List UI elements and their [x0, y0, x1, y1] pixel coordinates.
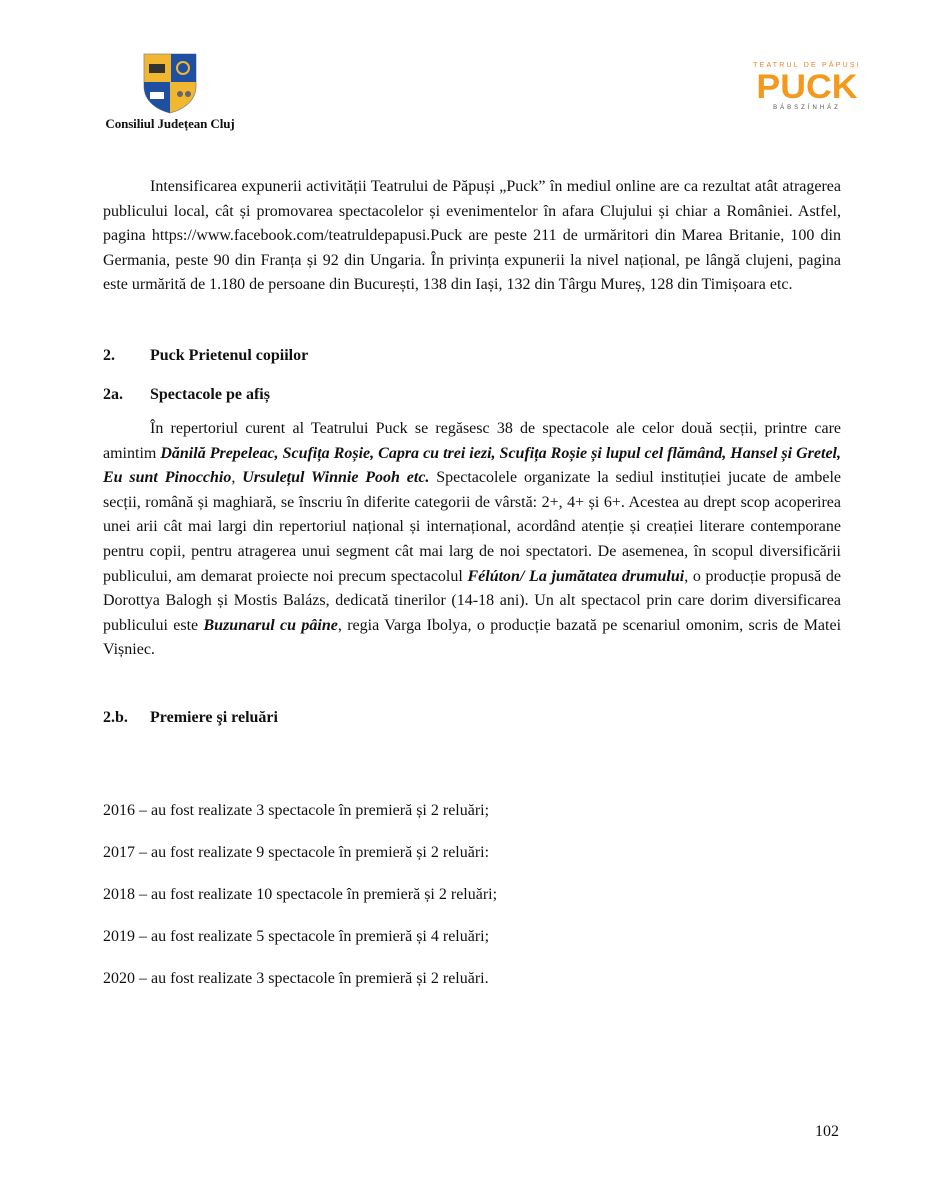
- show-title: Buzunarul cu pâine: [203, 616, 338, 634]
- council-logo-block: [90, 52, 250, 132]
- list-item: 2018 – au fost realizate 10 spectacole în premieră și 2 reluări;: [103, 886, 498, 903]
- list-item: 2019 – au fost realizate 5 spectacole în premieră și 4 reluări;: [103, 928, 490, 945]
- text-run: , regia Varga Ibolya, o producție bazată pe scenariul omonim, scris de Matei Vișniec.: [103, 616, 842, 659]
- section-2b-heading: [103, 709, 841, 727]
- puck-logo-word: PUCK: [756, 68, 858, 106]
- council-name: Consiliul Județean Cluj: [105, 116, 235, 131]
- section-title: Premiere şi reluări: [150, 708, 278, 726]
- section-2a-heading: [103, 386, 841, 404]
- section-number: 2.: [103, 346, 115, 364]
- section-number: 2a.: [103, 385, 123, 403]
- page-number: 102: [815, 1123, 839, 1140]
- show-titles: Dănilă Prepeleac, Scufița Roșie, Capra cu trei iezi, Scufița Roșie și lupul cel flămând, Hansel și Gretel, Eu sunt Pinocchio: [103, 444, 841, 487]
- list-item: 2016 – au fost realizate 3 spectacole în premieră și 2 reluări;: [103, 802, 490, 819]
- repertoire-paragraph: [103, 417, 841, 663]
- puck-logo: [752, 62, 862, 111]
- intro-paragraph: Intensificarea expunerii activității Teatrului de Păpuși „Puck” în mediul online are ca rezultat atât atragerea publicului local, cât și promovarea spectacolelor și evenimentelor în afara Clujului și chiar a României. Astfel, pagina https://www.facebook.com/teatruldepapusi.Puck are peste 211 de urmăritori din Marea Britanie, 100 din Germania, peste 90 din Franța și 92 din Ungaria. În privința expunerii la nivel național, pe lângă clujeni, pagina este urmărită de 1.180 de persoane din București, 138 din Iași, 132 din Târgu Mureș, 128 din Timișoara etc.: [103, 178, 841, 294]
- puck-logo-bottom-text: BÁBSZÍNHÁZ: [773, 105, 841, 111]
- text-run: , o producție propusă de Dorottya Balogh și Mostis Balázs, dedicată tinerilor (14-18 ani). Un alt spectacol prin care dorim diversificarea publicului este: [103, 567, 842, 634]
- section-2-heading: [103, 347, 841, 365]
- text-run: Spectacolele organizate la sediul instituției jucate de ambele secții, română și maghiară, se înscriu în diferite categorii de vârstă: 2+, 4+ și 6+. Acestea au drept scop acoperirea unei arii cât mai largi din repertoriul național și internațional, acordând atenție și creației literare contemporane pentru copii, pentru atragerea unui segment cât mai larg de noi spectatori. De asemenea, în scopul diversificării publicului, am demarat proiecte noi precum spectacolul: [103, 469, 841, 585]
- puck-logo-top-text: TEATRUL DE PĂPUȘI: [753, 62, 861, 69]
- document-body: [103, 175, 841, 727]
- text-run: În repertoriul curent al Teatrului Puck se regăsesc 38 de spectacole ale celor două secții, printre care amintim: [103, 419, 841, 462]
- section-title: Spectacole pe afiș: [150, 385, 270, 403]
- show-title: Félúton/ La jumătatea drumului: [467, 567, 685, 585]
- council-crest-icon: [142, 52, 198, 114]
- show-titles: Ursulețul Winnie Pooh etc.: [242, 469, 430, 487]
- list-item: 2020 – au fost realizate 3 spectacole în premieră și 2 reluări.: [103, 970, 489, 987]
- text-run: ,: [231, 469, 243, 487]
- section-number: 2.b.: [103, 708, 128, 726]
- list-item: 2017 – au fost realizate 9 spectacole în premieră și 2 reluări:: [103, 844, 490, 861]
- section-title: Puck Prietenul copiilor: [150, 346, 309, 364]
